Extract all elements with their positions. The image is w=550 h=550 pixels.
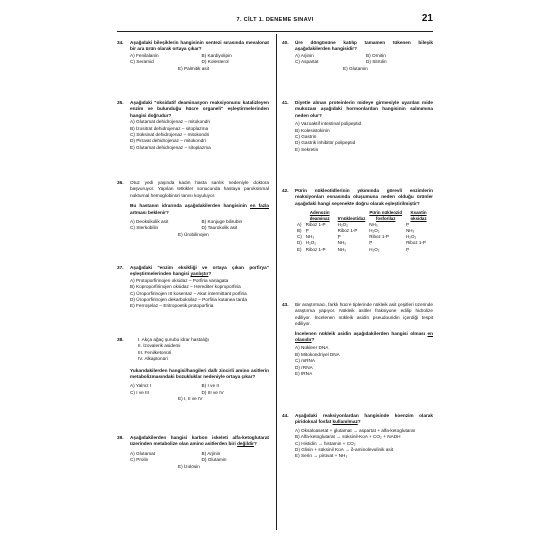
table-header: Adenozin deaminaz <box>309 210 330 222</box>
answer-options <box>295 428 433 460</box>
statement-item: IV. Alkaptonüri <box>138 356 168 362</box>
question-number: 39. <box>117 435 124 440</box>
option-b[interactable]: B) Ornitin <box>366 52 386 58</box>
question-stem: Aşağıdaki "oksidatif deaminasyon reaksiyonunu katalizleyen enzim ve bulunduğu hücre organeli" eşleştirmelerinden hangisi doğrudur? <box>130 100 269 118</box>
option-e[interactable]: E) Serin → pirüvat + NH₃ <box>295 453 348 459</box>
option-c[interactable]: C) Prolin <box>130 457 149 463</box>
option-d[interactable]: D) Sitrülin <box>366 59 387 65</box>
option-b[interactable]: B) I ve II <box>201 383 219 389</box>
question-number: 43. <box>282 302 289 307</box>
option-c[interactable]: C) Aspartat <box>295 59 319 65</box>
exam-title: 7. CİLT 1. DENEME SINAVI <box>236 17 314 23</box>
question-36 <box>117 180 269 238</box>
option-c[interactable]: C) Üroporfirinojen III kosentaz – Akut intermittant porfiria <box>130 290 247 296</box>
answer-options <box>295 345 433 377</box>
answer-options <box>130 451 269 470</box>
question-stem: Aşağıdaki reaksiyonlardan hangisinde koenzim olarak piridoksal fosfat kullanılmaz? <box>295 413 433 425</box>
question-prompt: Bu hastanın idrarında aşağıdakilerden hangisinin en fazla artması beklenir? <box>130 203 269 215</box>
option-b[interactable]: B) İzositrat dehidrojenaz – sitoplazma <box>130 125 209 131</box>
option-d[interactable]: D) Taurokolik asit <box>201 225 238 231</box>
answer-options <box>130 219 269 238</box>
option-a[interactable]: A) Deoksikolik asit <box>130 218 169 224</box>
option-d[interactable]: D) Pirüvat dehidrojenaz – mitokondri <box>130 138 206 144</box>
option-b[interactable]: B) Arjinin <box>201 450 221 456</box>
option-d[interactable]: D) Gastrik inhibitör polipeptid <box>295 140 356 146</box>
answer-options <box>295 121 433 153</box>
answer-options <box>130 278 269 310</box>
table-row[interactable]: A) Riboz 1-P H₂O₂ NH₃ P᷊ <box>297 222 410 228</box>
option-a[interactable]: A) Fenilalanin <box>130 52 159 58</box>
option-e[interactable]: E) Glutamat dehidrojenaz – sitoplazma <box>130 144 211 150</box>
option-b[interactable]: B) Alfa-ketoglutarat → süksinil-KoA + CO₂ + NADH <box>295 434 401 440</box>
option-e[interactable]: E) Palmitik asit <box>178 65 209 71</box>
option-b[interactable]: B) Mitokondriyel DNA <box>295 351 340 357</box>
statement-item: III. Fenilketonüri <box>138 349 172 355</box>
statement-item: II. İzovalerik asidemi <box>138 343 181 349</box>
question-number: 41. <box>282 100 289 105</box>
question-number: 40. <box>282 40 289 45</box>
option-d[interactable]: D) III ve IV <box>201 389 224 395</box>
option-c[interactable]: C) Sterkobilin <box>130 225 159 231</box>
question-number: 42. <box>282 188 289 193</box>
question-39 <box>117 435 269 470</box>
question-stem: Diyetle alınan proteinlerin mideye girmesiyle uyarılan mide mukozası aşağıdaki hormonlardan hangisinin salınımına neden olur? <box>295 100 433 118</box>
answer-options <box>130 383 269 402</box>
question-number: 35. <box>117 100 124 105</box>
option-a[interactable]: A) Yalnız I <box>130 383 152 389</box>
question-number: 44. <box>282 413 289 418</box>
question-44 <box>282 413 433 460</box>
question-stem: Pürin nükleotidlerinin yıkımında görevli enzimlerin reaksiyonları esnasında oluşumuna neden olduğu ürünler aşağıdaki hangi seçenekte doğru olarak eşleştirilmiştir? <box>295 188 433 206</box>
option-e[interactable]: E) Ferroşelaz – Eritropoetik protoporfiria <box>130 303 214 309</box>
table-row[interactable]: C) NH₃ P᷊ Riboz 1-P H₂O₂ <box>297 234 417 240</box>
option-b[interactable]: B) Kardiyolipin <box>201 52 232 58</box>
option-c[interactable]: C) Histidin → histamin + CO₂ <box>295 440 356 446</box>
option-e[interactable]: E) İzolösin <box>178 463 200 469</box>
column-divider <box>276 34 277 530</box>
option-b[interactable]: B) Konjuge bilirubin <box>201 218 243 224</box>
option-c[interactable]: C) Gastrin <box>295 133 317 139</box>
option-c[interactable]: C) I ve III <box>130 389 150 395</box>
question-stem: Üre döngüsüne katılıp tamamen tükenen bileşik aşağıdakilerden hangisidir? <box>295 40 433 52</box>
option-c[interactable]: C) Seramid <box>130 59 154 65</box>
question-41 <box>282 100 433 153</box>
option-a[interactable]: A) Oksaloasetat + glutamat → aspartat + alfa-ketoglutarat <box>295 427 415 433</box>
question-43 <box>282 302 433 377</box>
table-header-row <box>295 210 433 222</box>
question-38 <box>117 337 269 403</box>
answer-options <box>295 53 433 72</box>
statement-item: I. Akça ağaç şurubu idrar hastalığı <box>138 337 209 342</box>
option-b[interactable]: B) Kolesistokinin <box>295 127 330 133</box>
option-d[interactable]: D) Üroporfirinojen dekarboksilaz – Porfiria kutanea tarda <box>130 296 247 302</box>
table-row[interactable]: D) H₂O₂ NH₃ P᷊ Riboz 1-P <box>297 240 426 246</box>
question-number: 38. <box>117 337 124 342</box>
page-number: 21 <box>421 13 433 24</box>
question-40 <box>282 40 433 72</box>
option-d[interactable]: D) Glisin + süksinil KoA → δ-aminolevulinik asit <box>295 446 394 452</box>
option-c[interactable]: C) Süksinat dehidrojenaz – mitokondri <box>130 131 210 137</box>
question-number: 37. <box>117 265 124 270</box>
statement-list <box>138 337 209 363</box>
header-divider <box>117 31 433 32</box>
question-prompt: İncelenen nükleik asidin aşağıdakilerden hangisi olması en olasıdır? <box>295 330 433 342</box>
option-e[interactable]: E) I, II ve IV <box>178 396 203 402</box>
option-e[interactable]: E) Ürobilinojen <box>178 231 209 237</box>
enzyme-product-table <box>295 210 433 253</box>
table-row[interactable]: E) Riboz 1-P NH₃ H₂O₂ P᷊ <box>297 246 410 252</box>
case-description: Bir araştırmacı, farklı hücre tiplerinde nükleik asit çeşitleri üzerinde araştırma yapıyor. Nükleik asitler fraksiyone edilip hidrolize ediliyor. İncelenen nükleik asidin pseudouridin içerdiği tespit ediliyor. <box>295 302 433 327</box>
option-c[interactable]: C) mRNA <box>295 358 316 364</box>
option-a[interactable]: A) Vazoaktif intestinal polipeptid <box>295 121 362 127</box>
answer-options <box>130 119 269 151</box>
case-description: Otuz yedi yaşında kadın hasta sarılık nedeniyle doktora başvuruyor. Yapılan tetkikler sonucunda hastaya paroksismal nokturnal hemoglobinüri tanısı koyuluyor. <box>130 180 269 198</box>
option-a[interactable]: A) Glutamat <box>130 450 156 456</box>
question-stem: Aşağıdaki "enzim eksikliği ve ortaya çıkan porfirya" eşleştirmelerinden hangisi yanlıştır? <box>130 265 269 277</box>
option-b[interactable]: B) Koproporfirinojen oksidaz – Herediter koproporfiria <box>130 284 241 290</box>
option-a[interactable]: A) Nükleer DNA <box>295 345 329 351</box>
table-header: Ksantin oksidaz <box>410 210 427 222</box>
question-number: 34. <box>117 40 124 45</box>
option-d[interactable]: D) rRNA <box>295 364 313 370</box>
table-row[interactable]: B) P᷊ Riboz 1-P H₂O₂ NH₃ <box>297 228 415 234</box>
question-stem: Aşağıdaki bileşiklerin hangisinin sentezi sırasında mevalonat bir ara ürün olarak ortaya çıkar? <box>130 40 269 52</box>
table-header: Pürin nükleozid fosforilaz <box>369 210 403 222</box>
option-e[interactable]: E) Glutamin <box>343 65 368 71</box>
question-34 <box>117 40 269 72</box>
question-35 <box>117 100 269 151</box>
option-a[interactable]: A) Protoporfirinojen oksidaz – Porfiria variagata <box>130 277 229 283</box>
question-prompt: Yukarıdakilerden hangisi/hangileri dallı zincirli amino asitlerin metabolizmasındaki bozukluklar nedeniyle ortaya çıkar? <box>130 367 269 379</box>
option-e[interactable]: E) Sekretin <box>295 146 319 152</box>
option-d[interactable]: D) Glutamin <box>201 457 227 463</box>
option-a[interactable]: A) Glutamat dehidrojenaz – mitokondri <box>130 119 210 125</box>
question-stem: Aşağıdakilerden hangisi karbon iskeleti alfa-ketoglutarat üzerinden metabolize olan amino asitlerden biri değildir? <box>130 435 269 447</box>
table-header: 5'nükleotidaz <box>337 216 366 222</box>
option-a[interactable]: A) Arjinin <box>295 52 314 58</box>
question-37 <box>117 265 269 310</box>
option-d[interactable]: D) Kolesterol <box>201 59 229 65</box>
answer-options <box>130 53 269 72</box>
question-number: 36. <box>117 180 124 185</box>
option-e[interactable]: E) tRNA <box>295 370 313 376</box>
question-42 <box>282 188 433 253</box>
